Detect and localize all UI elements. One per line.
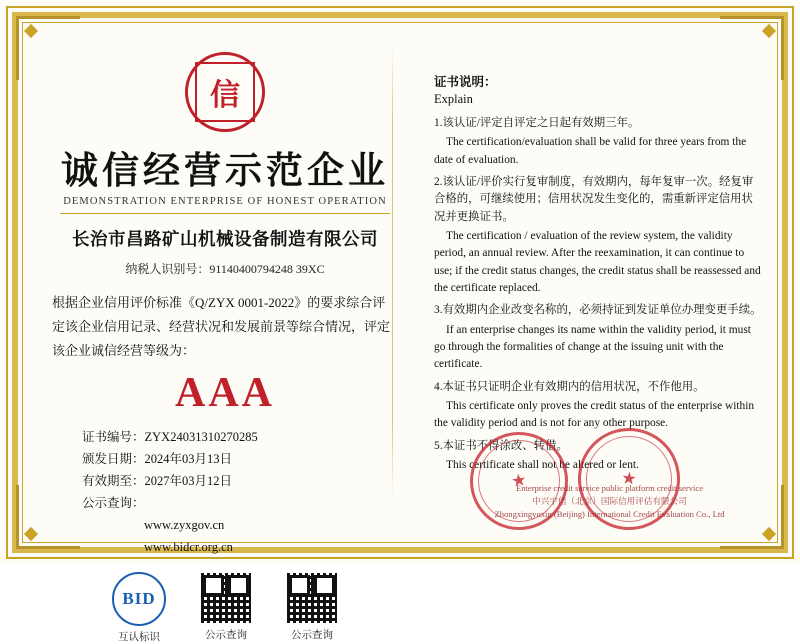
- certificate-number: 证书编号：ZYX24031310270285: [82, 430, 258, 445]
- expiry-date: 有效期至：2027年03月12日: [82, 473, 233, 488]
- badge-caption: 公示查询: [291, 630, 333, 642]
- badge-qr-secondary[interactable]: [286, 572, 338, 644]
- explain-item-en: The certification / evaluation of the review system, the validity period, an annual review. After the reexamination, it can continue to use; if the credit status changes, the credit status shall be reassessed and the certificate replaced.: [434, 229, 761, 294]
- credit-grade: AAA: [175, 370, 275, 417]
- stamp-star-icon: ★: [620, 468, 638, 489]
- tax-id: 纳税人识别号：91140400794248 39XC: [125, 262, 325, 276]
- certificate-meta: [82, 427, 420, 558]
- badge-caption: 互认标识: [118, 632, 160, 644]
- credit-seal-char: 信: [195, 62, 255, 122]
- badges-row: [30, 572, 420, 644]
- page-title: 诚信经营示范企业: [61, 151, 389, 192]
- qr-code-icon[interactable]: [200, 572, 252, 624]
- explain-item-en: The certification/evaluation shall be valid for three years from the date of evaluation.: [434, 136, 747, 166]
- certificate-main-panel: [30, 30, 420, 644]
- explain-item-en: This certificate only proves the credit status of the enterprise within the validity period and is not for any other purpose.: [434, 399, 755, 430]
- issue-date: 颁发日期：2024年03月13日: [82, 452, 233, 467]
- explain-item-en: This certificate shall not be altered or lent.: [446, 458, 639, 471]
- stamp-star-icon: ★: [510, 470, 528, 492]
- stamp-footer-line-3: Zhongxingyuxin (Beijing) International Credit Evaluation Co., Ltd: [494, 509, 725, 520]
- stamp-footer-line-1: Enterprise credit service public platform credit service: [515, 483, 704, 494]
- stamp-footer-line-2: 中兴宇信（北京）国际信用评估有限公司: [532, 496, 687, 507]
- credit-seal-icon: [185, 52, 265, 132]
- explain-item-en: If an enterprise changes its name within the validity period, it must go through the formalities of change at the issuing unit with the certificate.: [434, 323, 751, 371]
- evaluation-statement: 根据企业信用评价标准《Q/ZYX 0001-2022》的要求综合评定该企业信用记录、经营状况和发展前景等综合情况，评定该企业诚信经营等级为：: [52, 295, 391, 359]
- query-url-secondary[interactable]: www.bidcr.org.cn: [144, 539, 233, 554]
- explain-item-cn: 3.有效期内企业改变名称的，必须持证到发证单位办理变更手续。: [434, 304, 762, 317]
- explain-item-cn: 4.本证书只证明企业有效期内的信用状况，不作他用。: [434, 380, 705, 393]
- explain-item-cn: 1.该认证/评定自评定之日起有效期三年。: [434, 117, 640, 129]
- explain-item-cn: 5.本证书不得涂改、转借。: [434, 439, 568, 452]
- stamp-footer-text: [455, 482, 764, 521]
- badge-qr-primary[interactable]: [200, 572, 252, 644]
- explain-item-cn: 2.该认证/评价实行复审制度，有效期内，每年复审一次。经复审合格的，可继续使用；信用状况发生变化的，需重新评定信用状况并更换证书。: [434, 175, 754, 223]
- bid-logo-icon: BID: [112, 572, 166, 626]
- badge-caption: 公示查询: [205, 630, 247, 642]
- query-url-primary[interactable]: www.zyxgov.cn: [144, 517, 225, 532]
- explain-title-en: Explain: [434, 92, 473, 106]
- explain-title: 证书说明：: [434, 75, 497, 89]
- title-rule: [60, 213, 390, 214]
- badge-mutual-recognition: [112, 572, 166, 644]
- company-name: 长治市昌路矿山机械设备制造有限公司: [72, 229, 378, 249]
- qr-code-icon[interactable]: [286, 572, 338, 624]
- page-subtitle: DEMONSTRATION ENTERPRISE OF HONEST OPERATION: [63, 196, 387, 207]
- query-label: 公示查询：: [82, 495, 145, 510]
